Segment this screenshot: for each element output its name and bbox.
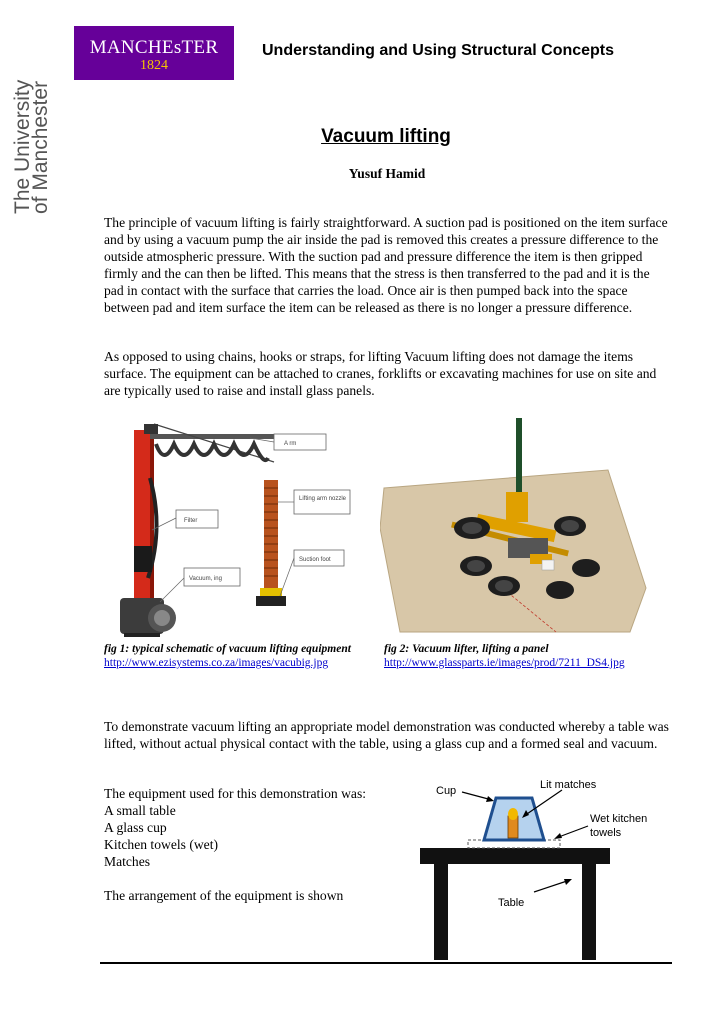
label-cup: Cup (436, 785, 457, 797)
arrangement-text: The arrangement of the equipment is shown (104, 888, 344, 903)
logo-year: 1824 (140, 58, 168, 73)
equipment-item: Kitchen towels (wet) (104, 837, 219, 852)
fig1-label-filter: Filter (184, 518, 198, 524)
table-leg-left (434, 864, 448, 960)
fig1-label-foot: Suction foot (299, 557, 331, 563)
label-wet-kitchen: Wet kitchen (590, 813, 648, 825)
label-table: Table (498, 897, 525, 909)
figure-1-schematic (104, 418, 364, 644)
equipment-item: A small table (104, 803, 176, 818)
lifting-strap (516, 418, 522, 494)
side-text-line1: The University (11, 79, 34, 214)
equipment-item: Matches (104, 854, 151, 869)
logo-name: MANCHEsTER (89, 37, 219, 58)
label-towels: towels (590, 827, 622, 839)
fig1-label-vacuum: Vacuum, ing (189, 576, 222, 582)
page-title: Vacuum lifting (321, 126, 451, 147)
figure-1-link[interactable]: http://www.ezisystems.co.za/images/vacubig.jpg (104, 657, 329, 669)
demonstration-diagram (416, 772, 666, 962)
figure-2-photo (380, 418, 650, 644)
figure-2-link[interactable]: http://www.glassparts.ie/images/prod/7211_DS4.jpg (384, 657, 625, 669)
equipment-item: A glass cup (104, 820, 167, 835)
paragraph-3: To demonstrate vacuum lifting an appropriate model demonstration was conducted whereby a table was lifted, without actual physical contact with the table, using a glass cup and a formed seal and vacuum. (104, 719, 669, 751)
paragraph-1: The principle of vacuum lifting is fairly straightforward. A suction pad is positioned on the item surface and by using a vacuum pump the air inside the pad is removed this creates a pressure difference to the outside atmospheric pressure. With the suction pad and pressure difference the item is then gripped firmly and the can then be lifted. This means that the stress is then transferred to the pad and it is the pad in contact with the surface that carries the load. Once air is then pumped back into the space between pad and item surface the item can be released as there is no longer a pressure difference. (104, 215, 668, 315)
equipment-intro: The equipment used for this demonstration was: (104, 786, 367, 801)
side-text-line2: of Manchester (29, 80, 52, 214)
label-lit-matches: Lit matches (540, 779, 597, 791)
figure-1-caption: fig 1: typical schematic of vacuum lifting equipment (104, 643, 351, 655)
table-leg-right (582, 864, 596, 960)
fig1-label-arm: A rm (284, 441, 297, 447)
equipment-section (104, 785, 404, 904)
author: Yusuf Hamid (348, 166, 426, 181)
fig1-label-tube: Lifting arm nozzle (299, 496, 347, 502)
table-top (420, 848, 610, 864)
university-logo (74, 26, 234, 80)
figure-2-caption: fig 2: Vacuum lifter, lifting a panel (384, 643, 549, 655)
footer-rule (100, 962, 672, 964)
running-title: Understanding and Using Structural Concepts (262, 42, 615, 59)
paragraph-2: As opposed to using chains, hooks or straps, for lifting Vacuum lifting does not damage the items surface. The equipment can be attached to cranes, forklifts or excavating machines for use on site and are typically used to raise and install glass panels. (104, 349, 657, 398)
